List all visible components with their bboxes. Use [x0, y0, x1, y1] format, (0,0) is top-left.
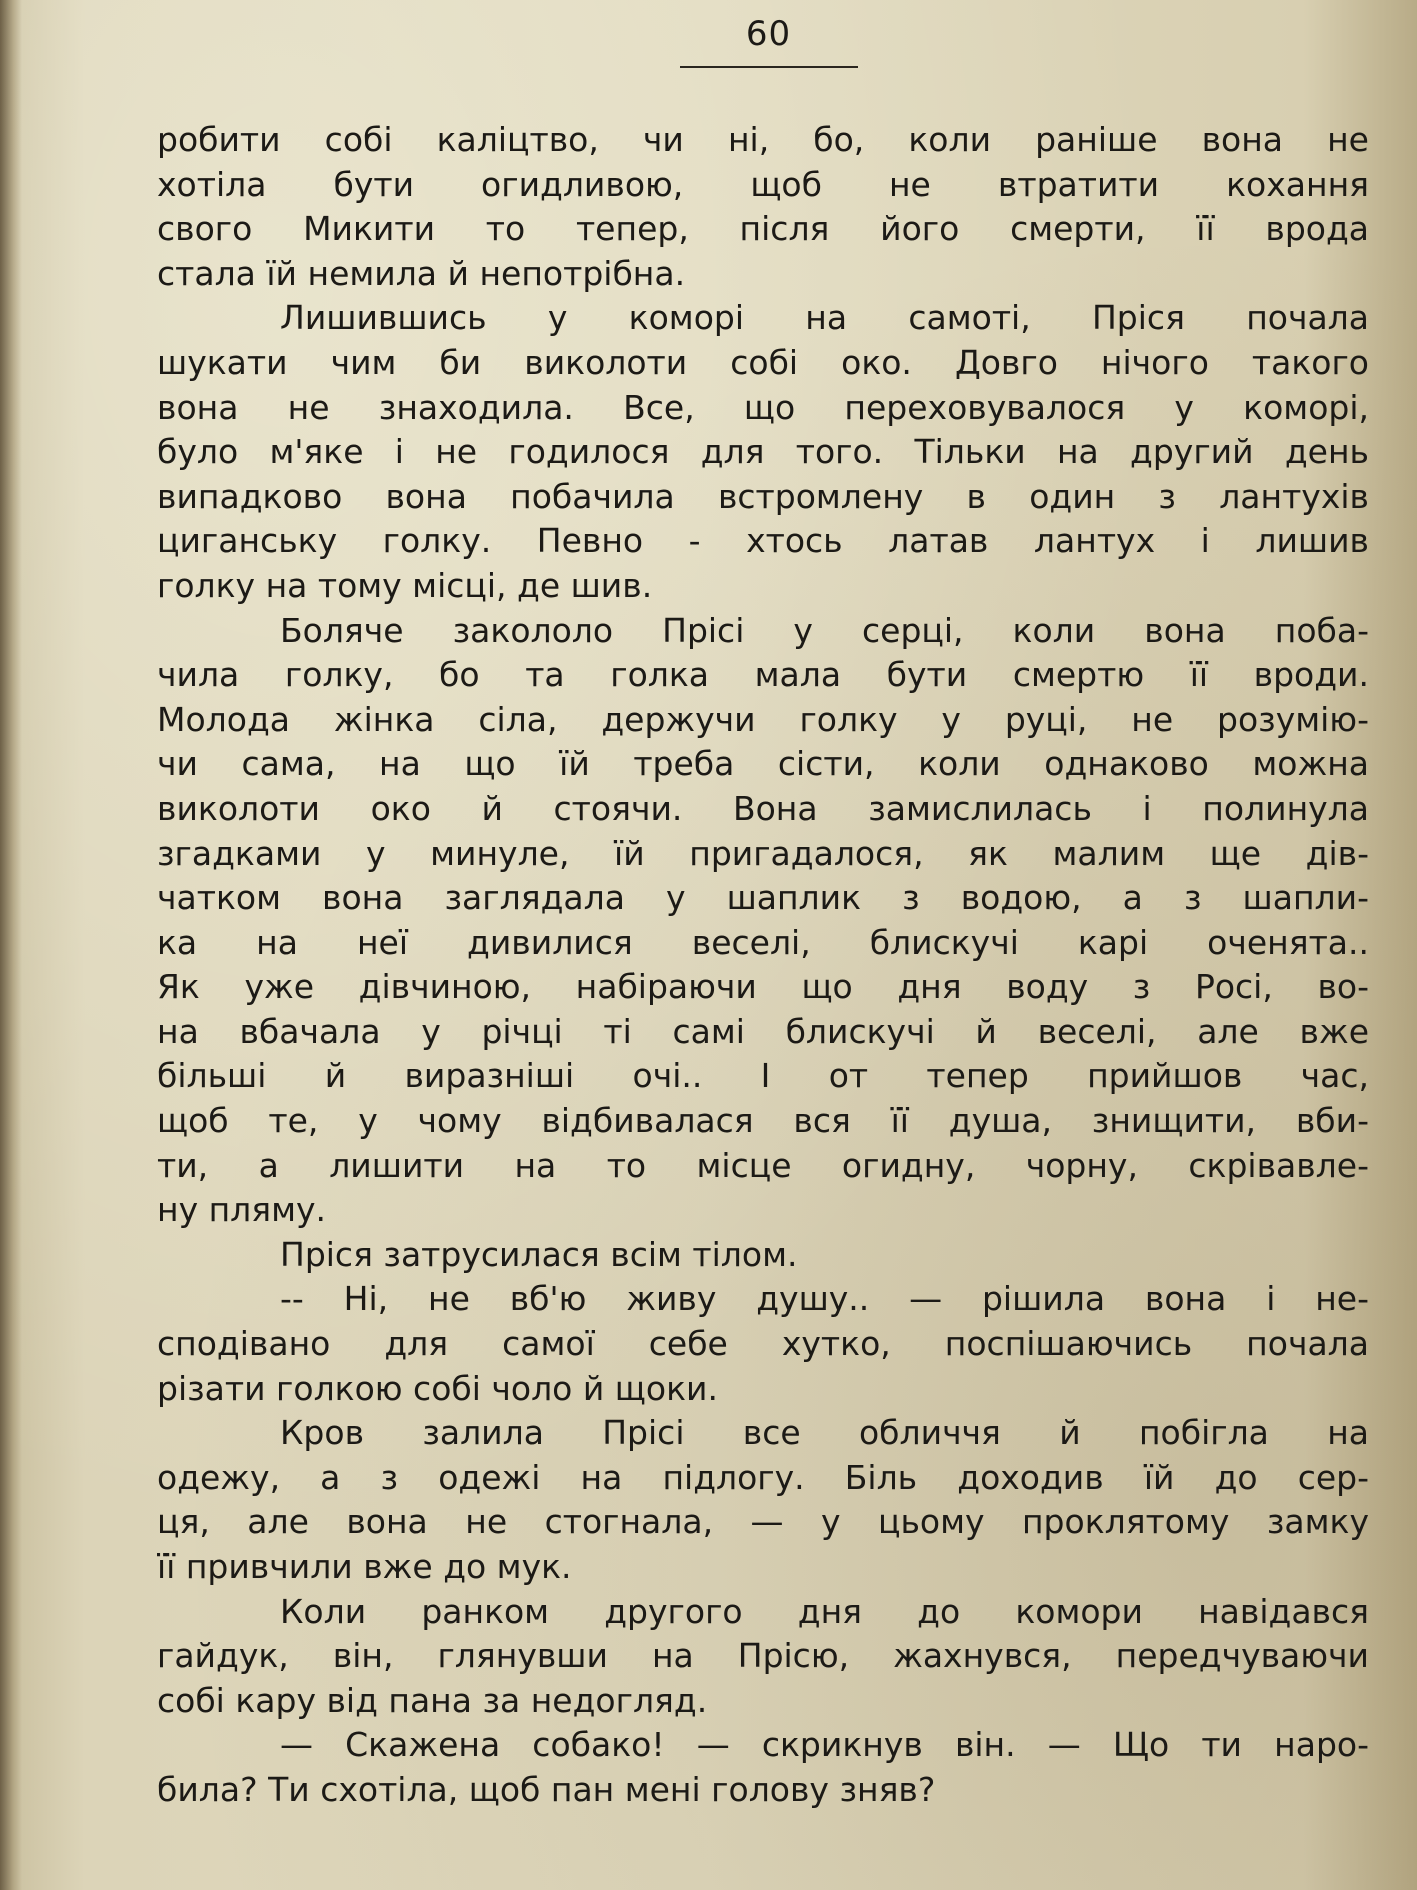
text-line: Як уже дівчиною, набіраючи що дня воду з Росі, во-	[157, 967, 1369, 1007]
text-line: вона не знаходила. Все, що переховувалося у коморі,	[157, 387, 1369, 427]
text-line: ну пляму.	[157, 1190, 327, 1230]
text-line: на вбачала у річці ті самі блискучі й веселі, але вже	[157, 1011, 1369, 1051]
text-line: свого Микити то тепер, після його смерти, її врода	[157, 209, 1369, 249]
text-line: хотіла бути огидливою, щоб не втратити кохання	[157, 164, 1369, 204]
text-line: Кров залила Прісі все обличчя й побігла на	[280, 1413, 1369, 1453]
text-line: чи сама, на що їй треба сісти, коли однаково можна	[157, 744, 1369, 784]
text-line: голку на тому місці, де шив.	[157, 565, 653, 605]
text-line: циганську голку. Певно - хтось латав лантух і лишив	[157, 521, 1369, 561]
text-line: Молода жінка сіла, держучи голку у руці, не розумію-	[157, 699, 1369, 739]
text-line: Боляче закололо Прісі у серці, коли вона поба-	[280, 610, 1369, 650]
text-line: — Скажена собако! — скрикнув він. — Що ти наро-	[280, 1725, 1369, 1765]
text-line: собі кару від пана за недогляд.	[157, 1680, 708, 1720]
text-line: Лишившись у коморі на самоті, Пріся почала	[280, 298, 1369, 338]
text-line: ця, але вона не стогнала, — у цьому проклятому замку	[157, 1502, 1369, 1542]
text-line: одежу, а з одежі на підлогу. Біль доходив їй до сер-	[157, 1457, 1369, 1497]
text-line: била? Ти схотіла, щоб пан мені голову зняв?	[157, 1769, 936, 1809]
text-line: -- Ні, не вб'ю живу душу.. — рішила вона і не-	[280, 1279, 1369, 1319]
text-line: сподівано для самої себе хутко, поспішаючись почала	[157, 1324, 1369, 1364]
text-line: виколоти око й стоячи. Вона замислилась і полинула	[157, 788, 1369, 828]
text-line: більші й виразніші очі.. І от тепер прийшов час,	[157, 1056, 1369, 1096]
text-line: ти, а лишити на то місце огидну, чорну, скрівавле-	[157, 1145, 1369, 1185]
text-line: чатком вона заглядала у шаплик з водою, а з шапли-	[157, 878, 1369, 918]
text-line: Пріся затрусилася всім тілом.	[280, 1234, 798, 1274]
text-line: шукати чим би виколоти собі око. Довго нічого такого	[157, 342, 1369, 382]
page-binding-edge	[0, 0, 22, 1890]
text-line: було м'яке і не годилося для того. Тільки на другий день	[157, 432, 1369, 472]
text-line: її привчили вже до мук.	[157, 1547, 572, 1586]
text-line: Коли ранком другого дня до комори навідався	[280, 1591, 1369, 1631]
text-line: згадками у минуле, їй пригадалося, як малим ще дів-	[157, 833, 1369, 873]
text-line: різати голкою собі чоло й щоки.	[157, 1368, 718, 1408]
header-rule	[680, 66, 858, 68]
text-line: робити собі каліцтво, чи ні, бо, коли раніше вона не	[157, 120, 1369, 159]
text-line: щоб те, у чому відбивалася вся її душа, знищити, вби-	[157, 1101, 1369, 1141]
text-line: чила голку, бо та голка мала бути смертю її вроди.	[157, 655, 1369, 695]
body-text	[157, 118, 1369, 1813]
page-number: 60	[745, 14, 792, 54]
text-line: стала їй немила й непотрібна.	[157, 253, 686, 293]
text-line: випадково вона побачила встромлену в один з лантухів	[157, 476, 1369, 516]
text-line: гайдук, він, глянувши на Прісю, жахнувся, передчуваючи	[157, 1636, 1369, 1676]
text-line: ка на неї дивилися веселі, блискучі карі оченята..	[157, 922, 1369, 962]
